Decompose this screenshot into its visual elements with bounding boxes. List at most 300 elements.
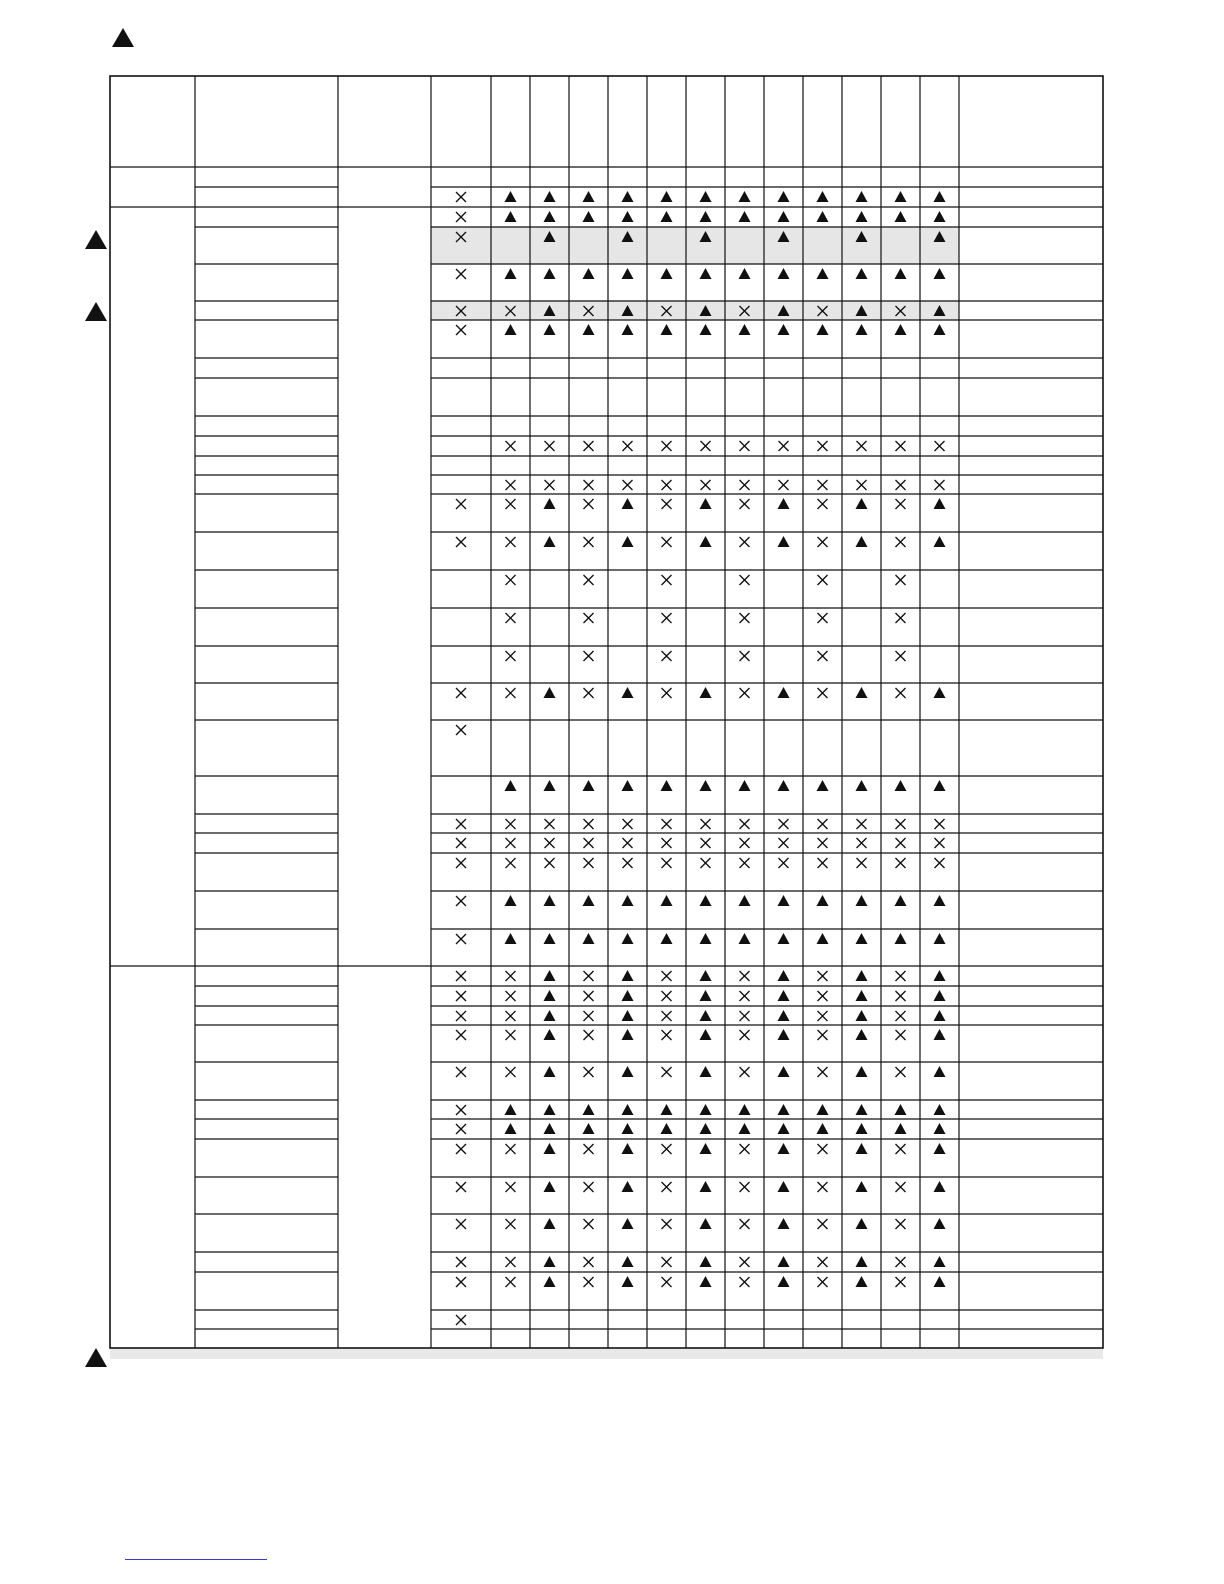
cross-icon [506,1257,516,1267]
triangle-icon [544,1218,556,1229]
triangle-icon [700,211,712,222]
triangle-icon [895,324,907,335]
triangle-icon [544,895,556,906]
cross-icon [740,838,750,848]
cross-icon [779,819,789,829]
cross-icon [456,212,466,222]
triangle-icon [934,933,946,944]
cross-icon [456,1011,466,1021]
triangle-icon [934,1104,946,1115]
triangle-icon [700,1066,712,1077]
triangle-icon [544,231,556,242]
triangle-icon [661,1104,673,1115]
triangle-icon [817,1123,829,1134]
triangle-icon [856,305,868,316]
revision-mark-icon [85,302,107,321]
cross-icon [506,499,516,509]
revision-mark-icon [85,230,107,249]
triangle-icon [934,268,946,279]
cross-icon [662,1257,672,1267]
cross-icon [818,499,828,509]
cross-icon [662,1219,672,1229]
cross-icon [662,688,672,698]
cross-icon [740,613,750,623]
cross-icon [740,991,750,1001]
triangle-icon [622,1143,634,1154]
triangle-icon [856,687,868,698]
triangle-icon [856,970,868,981]
cross-icon [456,838,466,848]
cross-icon [584,858,594,868]
cross-icon [584,480,594,490]
cross-icon [584,1182,594,1192]
cross-icon [506,1219,516,1229]
triangle-icon [778,231,790,242]
cross-icon [456,1257,466,1267]
triangle-icon [934,536,946,547]
cross-icon [818,651,828,661]
cross-icon [456,192,466,202]
triangle-icon [934,1218,946,1229]
footer-link-underline[interactable] [125,1559,267,1560]
cross-icon [701,819,711,829]
triangle-icon [778,211,790,222]
triangle-icon [739,268,751,279]
cross-icon [740,441,750,451]
cross-icon [584,1277,594,1287]
triangle-icon [622,970,634,981]
cross-icon [740,971,750,981]
cross-icon [818,858,828,868]
triangle-icon [778,1010,790,1021]
triangle-icon [544,1066,556,1077]
cross-icon [896,991,906,1001]
triangle-icon [700,268,712,279]
cross-icon [456,1219,466,1229]
triangle-icon [739,1104,751,1115]
triangle-icon [778,268,790,279]
cross-icon [506,575,516,585]
cross-icon [456,1067,466,1077]
triangle-icon [934,324,946,335]
cross-icon [456,1105,466,1115]
triangle-icon [778,1123,790,1134]
cross-icon [506,1144,516,1154]
cross-icon [818,1277,828,1287]
triangle-icon [934,305,946,316]
triangle-icon [934,1010,946,1021]
triangle-icon [700,231,712,242]
cross-icon [740,651,750,661]
cross-icon [506,306,516,316]
cross-icon [662,480,672,490]
cross-icon [662,651,672,661]
cross-icon [935,441,945,451]
triangle-icon [622,1104,634,1115]
cross-icon [857,858,867,868]
triangle-icon [622,1010,634,1021]
triangle-icon [661,211,673,222]
cross-icon [584,838,594,848]
cross-icon [506,819,516,829]
triangle-icon [778,1143,790,1154]
triangle-icon [934,1066,946,1077]
cross-icon [584,1219,594,1229]
cross-icon [818,306,828,316]
triangle-icon [895,191,907,202]
triangle-icon [544,687,556,698]
triangle-icon [583,895,595,906]
cross-icon [623,441,633,451]
cross-icon [545,858,555,868]
triangle-icon [622,990,634,1001]
triangle-icon [700,1123,712,1134]
triangle-icon [622,1066,634,1077]
cross-icon [896,1144,906,1154]
cross-icon [506,1030,516,1040]
cross-icon [896,499,906,509]
cross-icon [456,819,466,829]
triangle-icon [700,1218,712,1229]
cross-icon [456,1315,466,1325]
cross-icon [506,441,516,451]
cross-icon [456,1182,466,1192]
cross-icon [896,1219,906,1229]
triangle-icon [700,1276,712,1287]
triangle-icon [544,1256,556,1267]
triangle-icon [856,895,868,906]
triangle-icon [856,1010,868,1021]
cross-icon [896,1067,906,1077]
triangle-icon [934,211,946,222]
cross-icon [818,819,828,829]
triangle-icon [856,1029,868,1040]
triangle-icon [778,305,790,316]
triangle-icon [544,268,556,279]
triangle-icon [817,324,829,335]
cross-icon [456,232,466,242]
cross-icon [896,688,906,698]
cross-icon [584,613,594,623]
cross-icon [818,1067,828,1077]
cross-icon [456,325,466,335]
cross-icon [506,1277,516,1287]
triangle-icon [934,895,946,906]
triangle-icon [544,780,556,791]
cross-icon [779,838,789,848]
triangle-icon [544,1181,556,1192]
cross-icon [584,1067,594,1077]
triangle-icon [505,191,517,202]
triangle-icon [700,191,712,202]
triangle-icon [700,895,712,906]
triangle-icon [622,780,634,791]
cross-icon [740,858,750,868]
cross-icon [818,688,828,698]
cross-icon [662,1277,672,1287]
cross-icon [456,858,466,868]
triangle-icon [934,1029,946,1040]
triangle-icon [544,536,556,547]
cross-icon [662,613,672,623]
triangle-icon [778,1181,790,1192]
triangle-icon [895,895,907,906]
triangle-icon [778,536,790,547]
triangle-icon [700,1256,712,1267]
cross-icon [818,480,828,490]
cross-icon [935,858,945,868]
triangle-icon [856,324,868,335]
triangle-icon [778,324,790,335]
triangle-icon [739,895,751,906]
triangle-icon [934,498,946,509]
triangle-icon [505,268,517,279]
cross-icon [584,1144,594,1154]
cross-icon [896,441,906,451]
cross-icon [896,838,906,848]
triangle-icon [817,211,829,222]
triangle-icon [856,1104,868,1115]
revision-mark-icon [85,1348,107,1367]
cross-icon [584,1257,594,1267]
cross-icon [740,688,750,698]
triangle-icon [778,1104,790,1115]
cross-icon [662,819,672,829]
cross-icon [456,537,466,547]
triangle-icon [544,1010,556,1021]
cross-icon [662,991,672,1001]
triangle-icon [583,933,595,944]
cross-icon [506,480,516,490]
triangle-icon [856,498,868,509]
triangle-icon [622,1123,634,1134]
triangle-icon [622,324,634,335]
cross-icon [506,1067,516,1077]
cross-icon [662,499,672,509]
cross-icon [662,838,672,848]
cross-icon [818,1011,828,1021]
triangle-icon [661,268,673,279]
cross-icon [662,306,672,316]
cross-icon [896,306,906,316]
triangle-icon [544,324,556,335]
triangle-icon [778,970,790,981]
triangle-icon [856,191,868,202]
cross-icon [456,1144,466,1154]
triangle-icon [700,324,712,335]
table-shadow [110,1349,1103,1359]
triangle-icon [583,324,595,335]
triangle-icon [661,324,673,335]
triangle-icon [544,1029,556,1040]
triangle-icon [700,1029,712,1040]
triangle-icon [895,211,907,222]
cross-icon [857,819,867,829]
cross-icon [740,306,750,316]
triangle-icon [778,933,790,944]
cross-icon [662,971,672,981]
triangle-icon [622,1256,634,1267]
cross-icon [740,1182,750,1192]
triangle-icon [583,268,595,279]
cross-icon [662,441,672,451]
triangle-icon [544,1123,556,1134]
triangle-icon [856,1066,868,1077]
revision-mark-icon [112,28,134,47]
cross-icon [456,1277,466,1287]
triangle-icon [583,191,595,202]
cross-icon [935,480,945,490]
triangle-icon [817,191,829,202]
cross-icon [818,1144,828,1154]
cross-icon [506,613,516,623]
cross-icon [701,858,711,868]
cross-icon [456,306,466,316]
triangle-icon [544,1104,556,1115]
cross-icon [896,651,906,661]
cross-icon [818,537,828,547]
cross-icon [662,1144,672,1154]
shaded-row [431,227,959,264]
triangle-icon [505,1123,517,1134]
triangle-icon [661,780,673,791]
triangle-icon [778,1218,790,1229]
cross-icon [662,1030,672,1040]
triangle-icon [895,268,907,279]
cross-icon [662,1067,672,1077]
triangle-icon [544,1143,556,1154]
triangle-icon [739,324,751,335]
cross-icon [623,858,633,868]
cross-icon [584,575,594,585]
cross-icon [896,575,906,585]
triangle-icon [622,1276,634,1287]
triangle-icon [856,1218,868,1229]
cross-icon [584,537,594,547]
cross-icon [506,971,516,981]
triangle-icon [583,780,595,791]
triangle-icon [505,1104,517,1115]
triangle-icon [700,687,712,698]
triangle-icon [622,498,634,509]
cross-icon [456,499,466,509]
cross-icon [857,838,867,848]
triangle-icon [934,970,946,981]
cross-icon [740,499,750,509]
cross-icon [623,480,633,490]
triangle-icon [856,1276,868,1287]
triangle-icon [700,1181,712,1192]
triangle-icon [856,1123,868,1134]
cross-icon [456,1124,466,1134]
cross-icon [896,1182,906,1192]
triangle-icon [700,498,712,509]
triangle-icon [817,895,829,906]
triangle-icon [661,191,673,202]
cross-icon [506,991,516,1001]
triangle-icon [583,211,595,222]
cross-icon [896,1030,906,1040]
triangle-icon [934,191,946,202]
cross-icon [896,971,906,981]
cross-icon [584,651,594,661]
cross-icon [456,1030,466,1040]
cross-icon [456,896,466,906]
triangle-icon [856,990,868,1001]
triangle-icon [583,1123,595,1134]
triangle-icon [544,211,556,222]
triangle-icon [700,970,712,981]
cross-icon [584,1030,594,1040]
cross-icon [818,1030,828,1040]
triangle-icon [661,933,673,944]
triangle-icon [895,933,907,944]
triangle-icon [505,780,517,791]
triangle-icon [817,268,829,279]
triangle-icon [622,211,634,222]
cross-icon [456,688,466,698]
table-frame [110,76,1103,1348]
cross-icon [584,971,594,981]
triangle-icon [856,268,868,279]
triangle-icon [544,191,556,202]
cross-icon [740,537,750,547]
cross-icon [545,838,555,848]
triangle-icon [739,211,751,222]
triangle-icon [544,305,556,316]
cross-icon [896,537,906,547]
triangle-icon [700,1010,712,1021]
triangle-icon [700,780,712,791]
cross-icon [584,499,594,509]
cross-icon [896,858,906,868]
cross-icon [818,613,828,623]
triangle-icon [778,191,790,202]
cross-icon [818,441,828,451]
cross-icon [740,1257,750,1267]
cross-icon [818,991,828,1001]
triangle-icon [778,990,790,1001]
cross-icon [584,441,594,451]
cross-icon [818,1257,828,1267]
triangle-icon [622,1181,634,1192]
cross-icon [779,480,789,490]
triangle-icon [856,1181,868,1192]
triangle-icon [544,990,556,1001]
triangle-icon [505,895,517,906]
triangle-icon [700,933,712,944]
cross-icon [740,819,750,829]
triangle-icon [778,498,790,509]
triangle-icon [622,1218,634,1229]
triangle-icon [934,1143,946,1154]
triangle-icon [622,933,634,944]
triangle-icon [934,687,946,698]
cross-icon [779,858,789,868]
cross-icon [545,480,555,490]
triangle-icon [895,1104,907,1115]
cross-icon [623,838,633,848]
triangle-icon [700,305,712,316]
triangle-icon [739,191,751,202]
triangle-icon [934,780,946,791]
triangle-icon [817,933,829,944]
triangle-icon [856,536,868,547]
cross-icon [818,575,828,585]
triangle-icon [544,498,556,509]
cross-icon [818,838,828,848]
cross-icon [662,575,672,585]
